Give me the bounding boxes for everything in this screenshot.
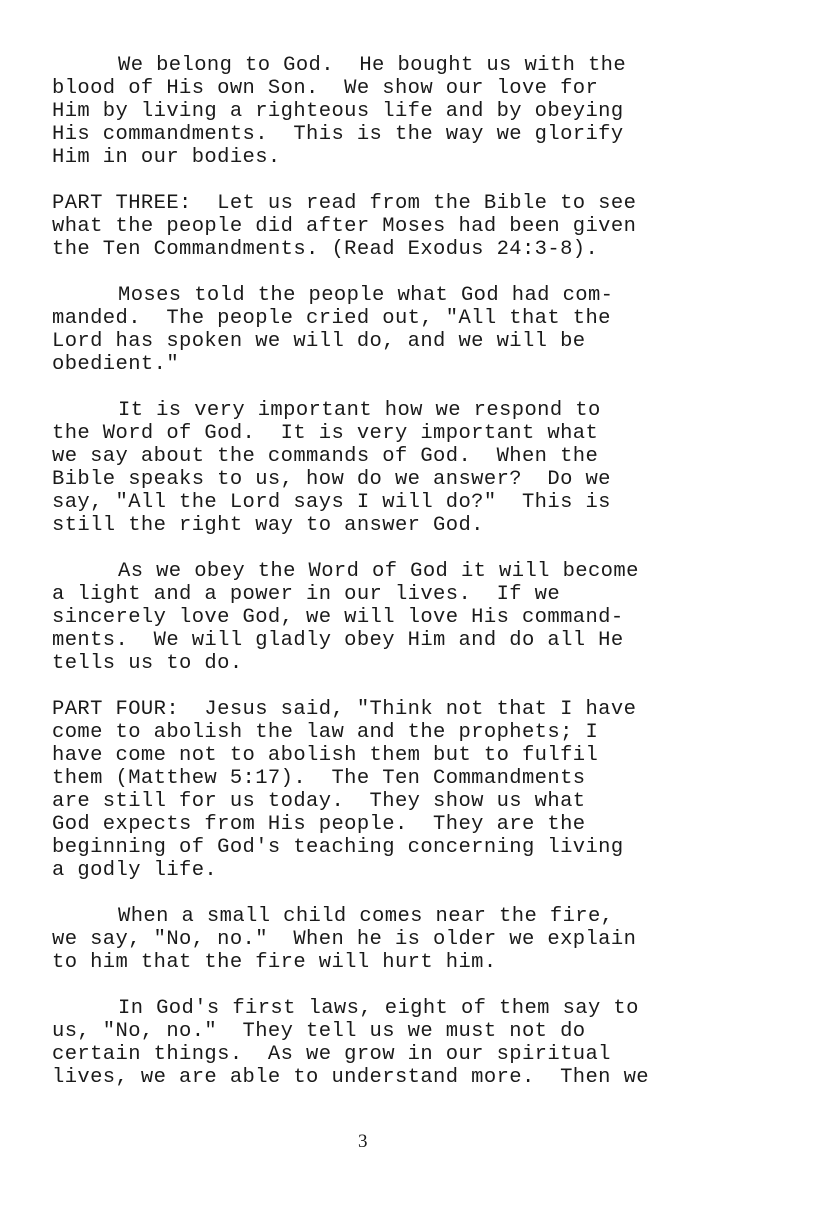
text-line: Moses told the people what God had com- bbox=[118, 284, 614, 307]
text-line: still the right way to answer God. bbox=[52, 514, 484, 537]
text-line: obedient." bbox=[52, 353, 180, 376]
text-line: God expects from His people. They are the bbox=[52, 813, 586, 836]
paragraph-5 bbox=[52, 560, 702, 675]
text-line: manded. The people cried out, "All that the bbox=[52, 307, 611, 330]
text-line: sincerely love God, we will love His command- bbox=[52, 606, 624, 629]
text-line: tells us to do. bbox=[52, 652, 243, 675]
paragraph-8 bbox=[52, 997, 702, 1089]
page-number: 3 bbox=[358, 1131, 368, 1152]
text-line: us, "No, no." They tell us we must not do bbox=[52, 1020, 586, 1043]
text-line: Lord has spoken we will do, and we will be bbox=[52, 330, 586, 353]
text-line: When a small child comes near the fire, bbox=[118, 905, 614, 928]
text-line: what the people did after Moses had been given bbox=[52, 215, 637, 238]
paragraph-part-three bbox=[52, 192, 702, 261]
paragraph-3 bbox=[52, 284, 702, 376]
text-line: certain things. As we grow in our spiritual bbox=[52, 1043, 611, 1066]
document-page bbox=[52, 54, 702, 1112]
paragraph-4 bbox=[52, 399, 702, 537]
paragraph-part-four bbox=[52, 698, 702, 882]
text-line: we say about the commands of God. When the bbox=[52, 445, 599, 468]
text-line: We belong to God. He bought us with the bbox=[118, 54, 627, 77]
text-line: In God's first laws, eight of them say to bbox=[118, 997, 639, 1020]
text-line: Him in our bodies. bbox=[52, 146, 281, 169]
text-line: to him that the fire will hurt him. bbox=[52, 951, 497, 974]
text-line: them (Matthew 5:17). The Ten Commandments bbox=[52, 767, 586, 790]
text-line: beginning of God's teaching concerning living bbox=[52, 836, 624, 859]
text-line: the Word of God. It is very important what bbox=[52, 422, 599, 445]
text-line: are still for us today. They show us what bbox=[52, 790, 586, 813]
paragraph-1 bbox=[52, 54, 702, 169]
text-line: we say, "No, no." When he is older we explain bbox=[52, 928, 637, 951]
text-line: say, "All the Lord says I will do?" This is bbox=[52, 491, 611, 514]
text-line: a light and a power in our lives. If we bbox=[52, 583, 561, 606]
paragraph-7 bbox=[52, 905, 702, 974]
text-line: have come not to abolish them but to fulfil bbox=[52, 744, 599, 767]
text-line: a godly life. bbox=[52, 859, 218, 882]
text-line: PART THREE: Let us read from the Bible to see bbox=[52, 192, 637, 215]
text-line: lives, we are able to understand more. Then we bbox=[52, 1066, 649, 1089]
text-line: blood of His own Son. We show our love for bbox=[52, 77, 599, 100]
text-line: the Ten Commandments. (Read Exodus 24:3-8). bbox=[52, 238, 599, 261]
text-line: come to abolish the law and the prophets; I bbox=[52, 721, 599, 744]
text-line: His commandments. This is the way we glorify bbox=[52, 123, 624, 146]
text-line: Him by living a righteous life and by obeying bbox=[52, 100, 624, 123]
text-line: ments. We will gladly obey Him and do all He bbox=[52, 629, 624, 652]
text-line: PART FOUR: Jesus said, "Think not that I have bbox=[52, 698, 637, 721]
text-line: Bible speaks to us, how do we answer? Do we bbox=[52, 468, 611, 491]
text-line: As we obey the Word of God it will become bbox=[118, 560, 639, 583]
text-line: It is very important how we respond to bbox=[118, 399, 601, 422]
